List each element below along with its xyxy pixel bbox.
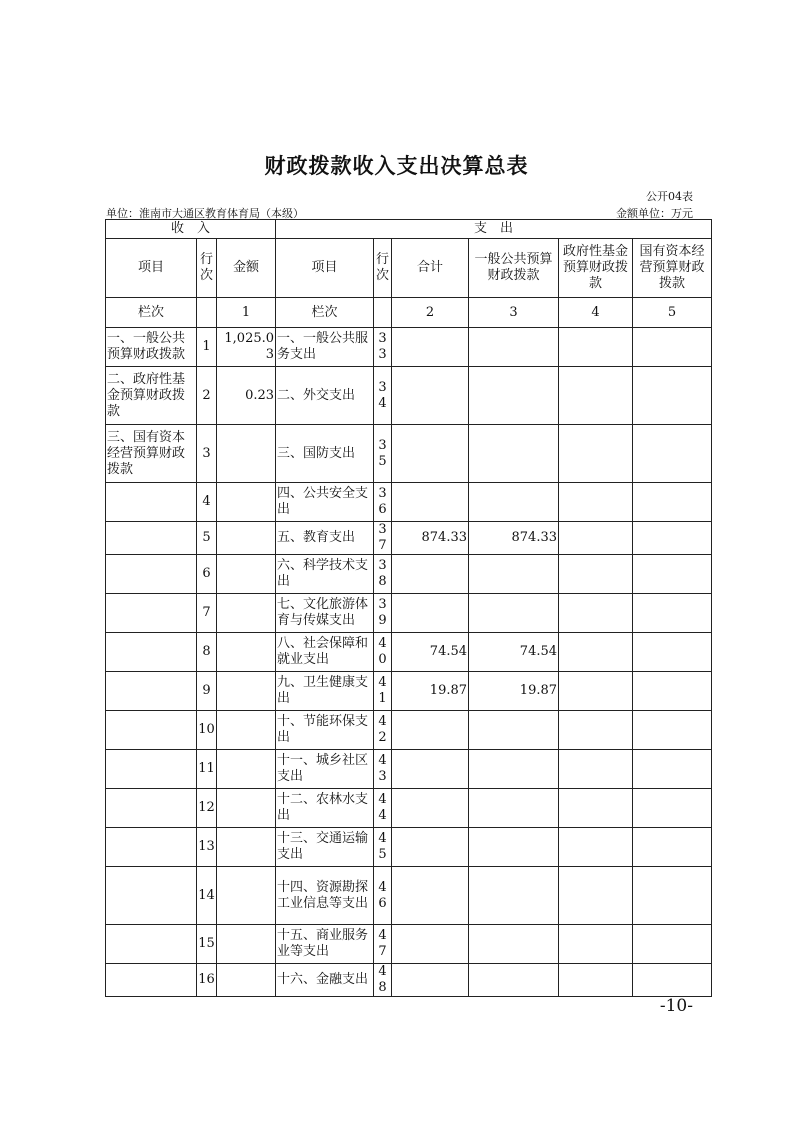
expense-line-cell: 34 [374, 367, 392, 425]
income-amount-cell [217, 522, 276, 555]
expense-item-cell: 十六、金融支出 [276, 964, 374, 997]
expense-fund-cell [559, 672, 633, 711]
expense-general-cell [469, 925, 559, 964]
expense-total-cell [392, 750, 469, 789]
expense-item-cell: 七、文化旅游体育与传媒支出 [276, 594, 374, 633]
expense-item-cell: 一、一般公共服务支出 [276, 328, 374, 367]
expense-item-cell: 十、节能环保支出 [276, 711, 374, 750]
header-item: 项目 [106, 239, 197, 298]
income-amount-cell [217, 828, 276, 867]
expense-state-cell [633, 633, 712, 672]
expense-item-cell: 五、教育支出 [276, 522, 374, 555]
section-header-row [106, 220, 712, 239]
income-item-cell [106, 750, 197, 789]
expense-total-cell [392, 828, 469, 867]
expense-item-cell: 六、科学技术支出 [276, 555, 374, 594]
income-item-cell [106, 789, 197, 828]
income-item-cell [106, 633, 197, 672]
expense-line-cell: 40 [374, 633, 392, 672]
expense-line-cell: 36 [374, 483, 392, 522]
header-state: 国有资本经营预算财政拨款 [633, 239, 712, 298]
expense-fund-cell [559, 594, 633, 633]
income-line-cell: 16 [197, 964, 217, 997]
expense-line-cell: 45 [374, 828, 392, 867]
expense-total-cell [392, 594, 469, 633]
expense-state-cell [633, 672, 712, 711]
expense-state-cell [633, 328, 712, 367]
expense-fund-cell [559, 711, 633, 750]
income-amount-cell: 1,025.03 [217, 328, 276, 367]
expense-general-cell [469, 711, 559, 750]
expense-general-cell: 74.54 [469, 633, 559, 672]
expense-fund-cell [559, 964, 633, 997]
col-index-label2: 栏次 [276, 298, 374, 328]
expense-item-cell: 八、社会保障和就业支出 [276, 633, 374, 672]
table-row [106, 828, 712, 867]
income-line-cell: 13 [197, 828, 217, 867]
income-item-cell [106, 522, 197, 555]
table-row [106, 367, 712, 425]
col-index-4: 4 [559, 298, 633, 328]
income-item-cell [106, 828, 197, 867]
expense-state-cell [633, 750, 712, 789]
expense-general-cell [469, 867, 559, 925]
expense-fund-cell [559, 633, 633, 672]
income-item-cell [106, 483, 197, 522]
income-amount-cell [217, 672, 276, 711]
header-item2: 项目 [276, 239, 374, 298]
income-item-cell [106, 594, 197, 633]
table-row [106, 483, 712, 522]
expense-line-cell: 42 [374, 711, 392, 750]
income-item-cell [106, 867, 197, 925]
expense-item-cell: 九、卫生健康支出 [276, 672, 374, 711]
income-line-cell: 1 [197, 328, 217, 367]
income-item-cell [106, 925, 197, 964]
expense-item-cell: 四、公共安全支出 [276, 483, 374, 522]
table-row [106, 555, 712, 594]
header-total: 合计 [392, 239, 469, 298]
expense-general-cell [469, 964, 559, 997]
income-amount-cell [217, 483, 276, 522]
income-line-cell: 6 [197, 555, 217, 594]
income-item-cell [106, 964, 197, 997]
income-amount-cell [217, 425, 276, 483]
expense-general-cell [469, 594, 559, 633]
expense-line-cell: 48 [374, 964, 392, 997]
expense-general-cell: 874.33 [469, 522, 559, 555]
unit-label: 单位：淮南市大通区教育体育局（本级） [106, 207, 304, 220]
income-amount-cell: 0.23 [217, 367, 276, 425]
table-row [106, 964, 712, 997]
expense-state-cell [633, 425, 712, 483]
expense-total-cell: 74.54 [392, 633, 469, 672]
col-index-2: 2 [392, 298, 469, 328]
expense-general-cell [469, 425, 559, 483]
expense-total-cell [392, 328, 469, 367]
expense-item-cell: 十四、资源勘探工业信息等支出 [276, 867, 374, 925]
expense-fund-cell [559, 367, 633, 425]
expense-line-cell: 46 [374, 867, 392, 925]
income-header: 收 入 [106, 220, 276, 239]
expense-general-cell [469, 555, 559, 594]
col-index-3: 3 [469, 298, 559, 328]
expense-state-cell [633, 483, 712, 522]
expense-general-cell [469, 789, 559, 828]
expense-total-cell [392, 964, 469, 997]
income-amount-cell [217, 789, 276, 828]
expense-general-cell [469, 750, 559, 789]
expense-fund-cell [559, 425, 633, 483]
expense-fund-cell [559, 483, 633, 522]
col-index-1: 1 [217, 298, 276, 328]
expense-general-cell [469, 367, 559, 425]
expense-state-cell [633, 789, 712, 828]
expense-state-cell [633, 867, 712, 925]
income-item-cell [106, 711, 197, 750]
column-index-row [106, 298, 712, 328]
header-fund: 政府性基金预算财政拨款 [559, 239, 633, 298]
table-row [106, 328, 712, 367]
col-index-label: 栏次 [106, 298, 197, 328]
form-number: 公开04表 [646, 190, 693, 203]
expense-item-cell: 十一、城乡社区支出 [276, 750, 374, 789]
expense-total-cell: 874.33 [392, 522, 469, 555]
expense-line-cell: 33 [374, 328, 392, 367]
expense-line-cell: 37 [374, 522, 392, 555]
expense-line-cell: 43 [374, 750, 392, 789]
income-line-cell: 9 [197, 672, 217, 711]
header-line: 行次 [197, 239, 217, 298]
header-amount: 金额 [217, 239, 276, 298]
page-title: 财政拨款收入支出决算总表 [264, 153, 529, 178]
table-row [106, 789, 712, 828]
income-item-cell [106, 672, 197, 711]
expense-total-cell: 19.87 [392, 672, 469, 711]
expense-item-cell: 十二、农林水支出 [276, 789, 374, 828]
expense-general-cell [469, 483, 559, 522]
income-line-cell: 14 [197, 867, 217, 925]
expense-total-cell [392, 425, 469, 483]
income-line-cell: 8 [197, 633, 217, 672]
expense-general-cell: 19.87 [469, 672, 559, 711]
income-line-cell: 4 [197, 483, 217, 522]
income-amount-cell [217, 555, 276, 594]
expense-fund-cell [559, 328, 633, 367]
header-general: 一般公共预算财政拨款 [469, 239, 559, 298]
expense-total-cell [392, 867, 469, 925]
income-line-cell: 2 [197, 367, 217, 425]
income-amount-cell [217, 964, 276, 997]
income-amount-cell [217, 750, 276, 789]
expense-total-cell [392, 555, 469, 594]
income-amount-cell [217, 633, 276, 672]
income-line-cell: 12 [197, 789, 217, 828]
income-item-cell: 一、一般公共预算财政拨款 [106, 328, 197, 367]
table-row [106, 867, 712, 925]
expense-line-cell: 39 [374, 594, 392, 633]
income-item-cell [106, 555, 197, 594]
expense-state-cell [633, 522, 712, 555]
expense-fund-cell [559, 828, 633, 867]
expense-item-cell: 十三、交通运输支出 [276, 828, 374, 867]
col-index-5: 5 [633, 298, 712, 328]
expense-state-cell [633, 711, 712, 750]
header-line2: 行次 [374, 239, 392, 298]
table-row [106, 750, 712, 789]
expense-state-cell [633, 594, 712, 633]
table-row [106, 522, 712, 555]
table-row [106, 425, 712, 483]
expense-total-cell [392, 367, 469, 425]
expense-line-cell: 35 [374, 425, 392, 483]
expense-state-cell [633, 925, 712, 964]
table-row [106, 633, 712, 672]
budget-table [105, 219, 712, 997]
expense-line-cell: 47 [374, 925, 392, 964]
income-amount-cell [217, 925, 276, 964]
table-row [106, 711, 712, 750]
income-line-cell: 15 [197, 925, 217, 964]
expense-general-cell [469, 328, 559, 367]
table-row [106, 594, 712, 633]
income-amount-cell [217, 867, 276, 925]
table-row [106, 925, 712, 964]
income-amount-cell [217, 594, 276, 633]
income-line-cell: 10 [197, 711, 217, 750]
income-line-cell: 5 [197, 522, 217, 555]
expense-header: 支 出 [276, 220, 712, 239]
expense-total-cell [392, 483, 469, 522]
expense-state-cell [633, 964, 712, 997]
expense-line-cell: 38 [374, 555, 392, 594]
page-number: -10- [659, 996, 693, 1016]
expense-total-cell [392, 711, 469, 750]
table-row [106, 672, 712, 711]
expense-general-cell [469, 828, 559, 867]
column-header-row [106, 239, 712, 298]
income-line-cell: 3 [197, 425, 217, 483]
income-line-cell: 11 [197, 750, 217, 789]
expense-state-cell [633, 555, 712, 594]
expense-fund-cell [559, 555, 633, 594]
expense-fund-cell [559, 925, 633, 964]
expense-line-cell: 41 [374, 672, 392, 711]
expense-state-cell [633, 367, 712, 425]
expense-item-cell: 三、国防支出 [276, 425, 374, 483]
expense-fund-cell [559, 522, 633, 555]
income-item-cell: 二、政府性基金预算财政拨款 [106, 367, 197, 425]
expense-line-cell: 44 [374, 789, 392, 828]
expense-total-cell [392, 925, 469, 964]
amount-unit-label: 金额单位：万元 [616, 207, 693, 220]
expense-fund-cell [559, 789, 633, 828]
income-line-cell: 7 [197, 594, 217, 633]
expense-state-cell [633, 828, 712, 867]
expense-fund-cell [559, 750, 633, 789]
expense-fund-cell [559, 867, 633, 925]
income-amount-cell [217, 711, 276, 750]
expense-item-cell: 十五、商业服务业等支出 [276, 925, 374, 964]
expense-item-cell: 二、外交支出 [276, 367, 374, 425]
income-item-cell: 三、国有资本经营预算财政拨款 [106, 425, 197, 483]
expense-total-cell [392, 789, 469, 828]
